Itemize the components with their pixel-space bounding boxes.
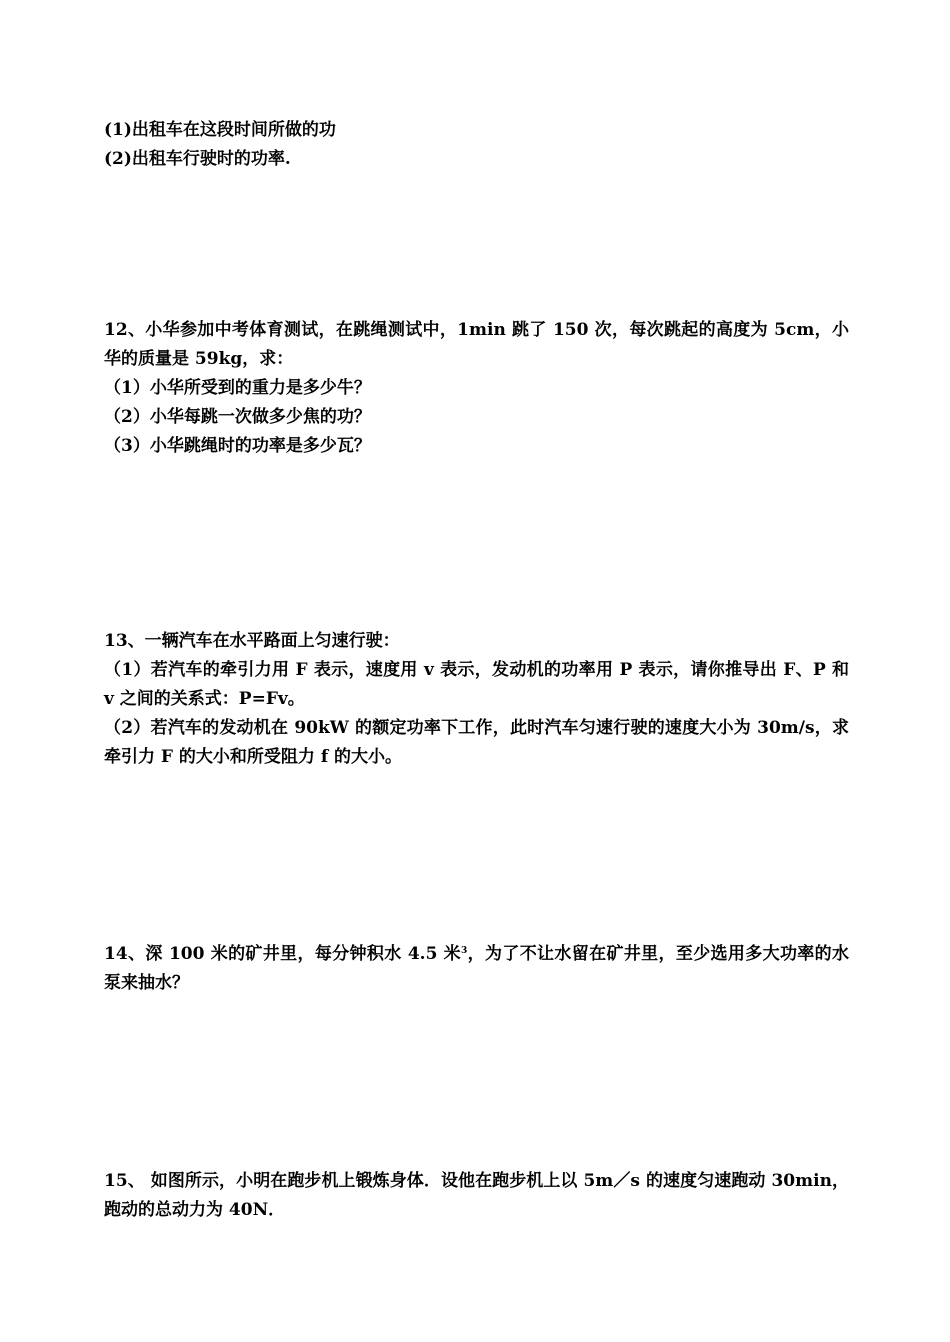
question-13-part-2: （2）若汽车的发动机在 90kW 的额定功率下工作，此时汽车匀速行驶的速度大小为 30m/s，求牵引力 F 的大小和所受阻力 f 的大小。 <box>104 718 849 767</box>
cubic-superscript: 3 <box>461 946 468 956</box>
sub-question-2: (2)出租车行驶时的功率. <box>104 149 291 169</box>
question-12-part-1: （1）小华所受到的重力是多少牛？ <box>104 378 371 398</box>
question-13 <box>104 627 849 772</box>
question-13-stem: 13、一辆汽车在水平路面上匀速行驶： <box>104 631 400 651</box>
question-13-part-1: （1）若汽车的牵引力用 F 表示，速度用 v 表示，发动机的功率用 P 表示，请你推导出 F、P 和 v 之间的关系式：P=Fv。 <box>104 660 849 709</box>
question-14 <box>104 940 849 998</box>
question-12 <box>104 316 849 461</box>
question-15 <box>104 1167 849 1225</box>
question-14-stem <box>104 940 849 998</box>
question-12-part-2: （2）小华每跳一次做多少焦的功？ <box>104 407 371 427</box>
question-14-text-before: 14、深 100 米的矿井里，每分钟积水 4.5 米 <box>104 944 462 964</box>
question-12-part-3: （3）小华跳绳时的功率是多少瓦？ <box>104 436 371 456</box>
previous-question-tail <box>104 116 849 174</box>
question-15-stem: 15、 如图所示，小明在跑步机上锻炼身体．设他在跑步机上以 5m／s 的速度匀速跑动 30min，跑动的总动力为 40N． <box>104 1171 849 1220</box>
question-14-text-after: ，为了不让水留在矿井里，至少选用多大功率的水泵来抽水？ <box>104 944 849 993</box>
sub-question-1: (1)出租车在这段时间所做的功 <box>104 120 336 140</box>
question-12-stem: 12、小华参加中考体育测试，在跳绳测试中，1min 跳了 150 次，每次跳起的高度为 5cm，小华的质量是 59kg，求： <box>104 320 849 369</box>
